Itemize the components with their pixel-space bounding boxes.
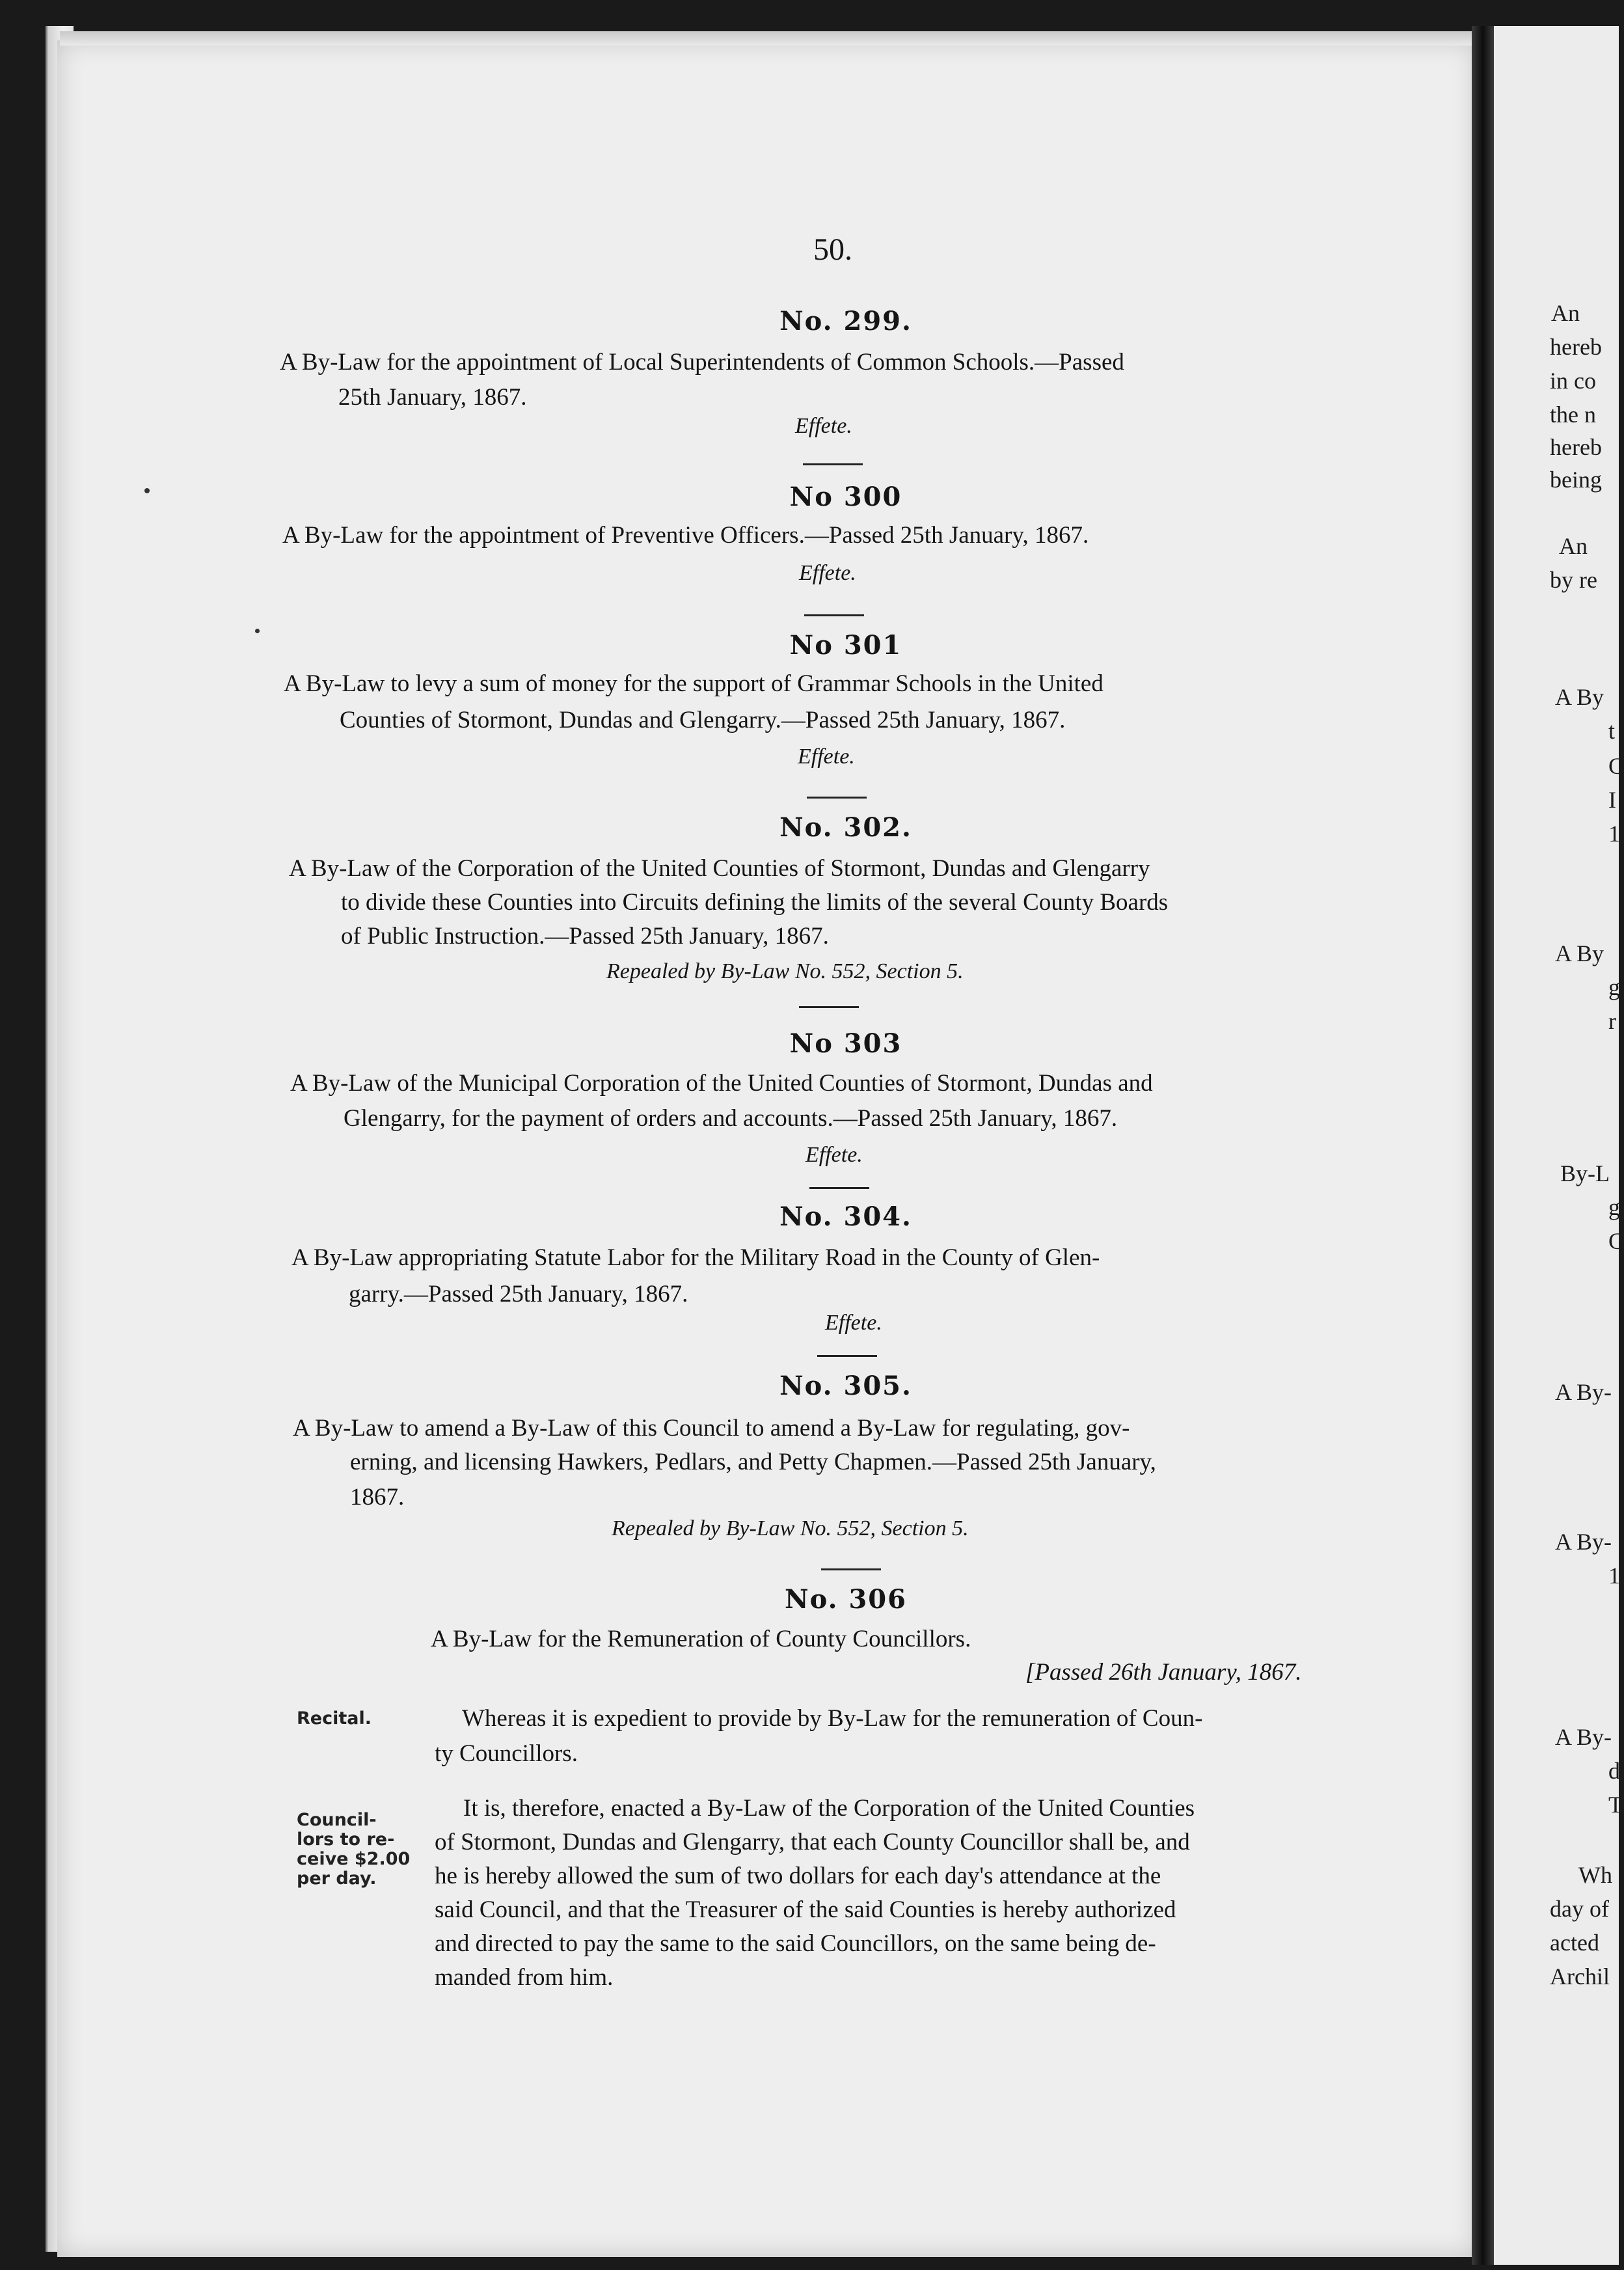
right-fragment: Archil: [1550, 1963, 1610, 1990]
book-gutter: [1472, 26, 1494, 2265]
right-fragment: An: [1559, 533, 1588, 559]
bylaw-text-line: 1867.: [350, 1484, 405, 1511]
margin-note-recital: Recital.: [297, 1708, 372, 1729]
right-fragment: hereb: [1550, 334, 1602, 360]
right-fragment: A By-: [1555, 1379, 1612, 1405]
bylaw-heading: No. 305.: [779, 1371, 912, 1401]
section-rule: [803, 463, 863, 465]
bylaw-text-line: A By-Law of the Corporation of the United Counties of Stormont, Dundas and Glengarry: [289, 855, 1150, 882]
bylaw-heading: No. 304.: [779, 1201, 912, 1232]
body-text-line: Whereas it is expedient to provide by By-Law for the remuneration of Coun-: [462, 1705, 1203, 1732]
section-rule: [817, 1355, 877, 1357]
right-fragment: in co: [1550, 368, 1596, 394]
bylaw-status: Effete.: [795, 414, 852, 438]
right-fragment: g: [1608, 974, 1620, 1000]
right-fragment: C: [1608, 1228, 1624, 1254]
bylaw-text-line: A By-Law appropriating Statute Labor for the Military Road in the County of Glen-: [291, 1244, 1100, 1271]
right-fragment: day of: [1550, 1896, 1609, 1922]
bylaw-text-line: A By-Law to amend a By-Law of this Council to amend a By-Law for regulating, gov-: [293, 1415, 1130, 1442]
right-fragment: d: [1608, 1758, 1620, 1784]
bylaw-heading: No. 299.: [779, 306, 912, 336]
section-rule: [807, 797, 867, 799]
right-fragment: t: [1608, 718, 1616, 744]
bylaw-status: Effete.: [805, 1143, 863, 1167]
bylaw-status: Repealed by By-Law No. 552, Section 5.: [612, 1516, 969, 1540]
bylaw-status: Effete.: [825, 1311, 882, 1335]
bylaw-text-line: Counties of Stormont, Dundas and Glengarry.—Passed 25th January, 1867.: [340, 707, 1066, 733]
right-fragment: T: [1608, 1792, 1623, 1818]
right-fragment: r: [1608, 1008, 1616, 1034]
ink-speck: [255, 629, 260, 633]
right-fragment: By-L: [1560, 1160, 1610, 1186]
right-fragment: A By-: [1555, 1724, 1612, 1750]
page-number: 50.: [813, 232, 852, 267]
bylaw-text-line: erning, and licensing Hawkers, Pedlars, and Petty Chapmen.—Passed 25th January,: [350, 1449, 1156, 1475]
ink-speck: [144, 488, 150, 493]
body-text-line: ty Councillors.: [435, 1740, 578, 1767]
section-rule: [799, 1006, 859, 1008]
bylaw-status: Effete.: [799, 561, 856, 585]
body-text-line: It is, therefore, enacted a By-Law of the Corporation of the United Counties: [463, 1795, 1195, 1822]
right-fragment: hereb: [1550, 434, 1602, 460]
section-rule: [809, 1187, 869, 1189]
right-fragment: g: [1608, 1194, 1620, 1220]
bylaw-heading: No 301: [789, 630, 902, 661]
bylaw-text-line: A By-Law for the Remuneration of County Councillors.: [431, 1626, 971, 1652]
bylaw-heading: No 300: [789, 482, 902, 512]
bylaw-text-line: to divide these Counties into Circuits defining the limits of the several County Boards: [341, 889, 1169, 916]
section-rule: [804, 614, 864, 616]
right-fragment: I: [1608, 787, 1616, 813]
margin-note-enact: lors to re-: [297, 1829, 395, 1850]
right-fragment: the n: [1550, 402, 1596, 428]
bylaw-heading: No. 306: [785, 1584, 907, 1615]
right-fragment: A By: [1555, 684, 1604, 710]
body-text-line: manded from him.: [435, 1964, 614, 1991]
bylaw-text-line: A By-Law to levy a sum of money for the support of Grammar Schools in the United: [284, 670, 1103, 697]
body-text-line: he is hereby allowed the sum of two dollars for each day's attendance at the: [435, 1863, 1161, 1889]
bylaw-status: Repealed by By-Law No. 552, Section 5.: [606, 959, 964, 983]
bylaw-heading: No 303: [789, 1028, 902, 1059]
margin-note-enact: ceive $2.00: [297, 1849, 411, 1869]
right-fragment: A By-: [1555, 1529, 1612, 1555]
right-fragment: 1: [1608, 1563, 1620, 1589]
bylaw-status: Effete.: [798, 745, 855, 769]
section-rule: [821, 1568, 881, 1570]
bylaw-text-line: A By-Law for the appointment of Local Superintendents of Common Schools.—Passed: [280, 349, 1124, 376]
right-fragment: 1: [1608, 821, 1620, 847]
bylaw-text-line: Glengarry, for the payment of orders and accounts.—Passed 25th January, 1867.: [344, 1105, 1118, 1132]
bylaw-text-line: A By-Law for the appointment of Preventive Officers.—Passed 25th January, 1867.: [282, 522, 1089, 549]
bylaw-text-line: A By-Law of the Municipal Corporation of the United Counties of Stormont, Dundas and: [290, 1070, 1153, 1097]
bylaw-text-line: of Public Instruction.—Passed 25th January, 1867.: [341, 923, 829, 950]
right-page: [1494, 26, 1624, 2265]
right-fragment: acted: [1550, 1930, 1599, 1956]
page-top-edge: [60, 31, 1485, 46]
right-fragment: by re: [1550, 567, 1597, 593]
bylaw-text-line: garry.—Passed 25th January, 1867.: [349, 1281, 688, 1307]
right-fragment: A By: [1555, 940, 1604, 966]
body-text-line: of Stormont, Dundas and Glengarry, that each County Councillor shall be, and: [435, 1829, 1190, 1855]
right-fragment: An: [1551, 300, 1580, 326]
right-fragment: Wh: [1578, 1862, 1612, 1888]
body-text-line: and directed to pay the same to the said Councillors, on the same being de-: [435, 1930, 1156, 1957]
right-fragment: C: [1608, 753, 1624, 779]
right-fragment: being: [1550, 467, 1602, 493]
margin-note-enact: per day.: [297, 1868, 377, 1889]
body-text-line: said Council, and that the Treasurer of the said Counties is hereby authorized: [435, 1896, 1176, 1923]
bylaw-text-line: 25th January, 1867.: [338, 384, 527, 411]
margin-note-enact: Council-: [297, 1810, 377, 1830]
bylaw-status: [Passed 26th January, 1867.: [1025, 1659, 1302, 1686]
bylaw-heading: No. 302.: [779, 812, 912, 843]
